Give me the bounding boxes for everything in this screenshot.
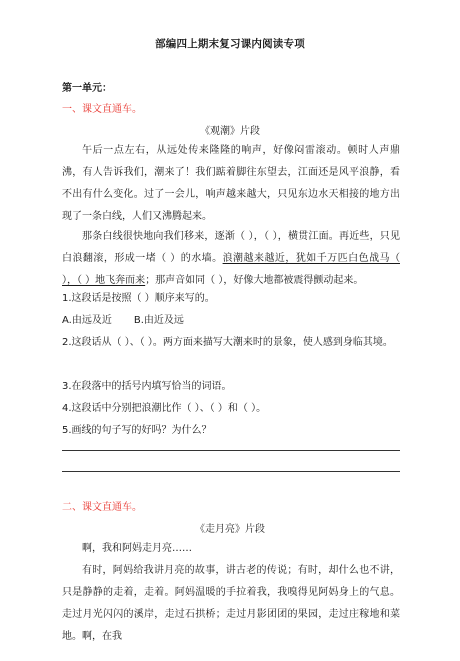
question-1-option-b: B.由近及远 (133, 315, 184, 326)
unit-1-paragraph-2 (62, 226, 400, 292)
question-1-option-a: A.由远及近 (62, 315, 112, 326)
question-1-options (62, 310, 400, 332)
question-5: 5.画线的句子写的好吗？为什么？ (62, 425, 212, 436)
question-1: 1.这段话是按照（ ）顺序来写的。 (62, 293, 215, 304)
unit-2-section-heading: 二、课文直通车。 (62, 502, 142, 513)
unit-1-passage-title: 《观潮》片段 (200, 126, 260, 137)
paragraph-2-underlined-sentence: 浪潮越来越近，犹如千万匹白色战马（ ），（ ）地飞奔而来 (62, 253, 400, 286)
document-title: 部编四上期末复习课内阅读专项 (155, 38, 305, 50)
unit-2-paragraph-1: 啊，我和阿妈走月亮…… (82, 543, 192, 554)
unit-2-paragraph-2: 有时，阿妈给我讲月亮的故事，讲古老的传说；有时，却什么也不讲，只是静静的走着，走着。阿妈温暖的手拉着我，我嗅得见阿妈身上的气息。走过月光闪闪的溪岸，走过石拱桥；走过月影团团的果园，走过庄稼地和菜地。啊，在我 (62, 565, 400, 642)
paragraph-2-text-b: ；那声音如同（ ），好像大地都被震得颤动起来。 (145, 275, 364, 286)
question-4: 4.这段话中分别把浪潮比作（ ）、（ ）和（ ）。 (62, 403, 267, 414)
unit-1-label: 第一单元： (62, 83, 112, 94)
unit-1-section-heading: 一、课文直通车。 (62, 104, 142, 115)
unit-1-paragraph-1: 午后一点左右，从远处传来隆隆的响声，好像闷雷滚动。顿时人声鼎沸，有人告诉我们，潮来了！我们踮着脚往东望去，江面还是风平浪静，看不出有什么变化。过了一会儿，响声越来越大，只见东边水天相接的地方出现了一条白线，人们又沸腾起来。 (62, 145, 400, 222)
unit-2-passage-title: 《走月亮》片段 (195, 524, 265, 535)
answer-line-1[interactable] (62, 450, 400, 451)
question-2: 2.这段话从（ ）、（ ）。两方面来描写大潮来时的景象，使人感到身临其境。 (62, 337, 393, 348)
question-3: 3.在段落中的括号内填写恰当的词语。 (62, 381, 232, 392)
paragraph-2-text-a: 那条白线很快地向我们移来，逐渐（ ），（ ），横贯江面。再近些，只见白浪翻滚，形成一堵（ ）的水墙。 (62, 231, 400, 264)
answer-line-2[interactable] (62, 471, 400, 472)
